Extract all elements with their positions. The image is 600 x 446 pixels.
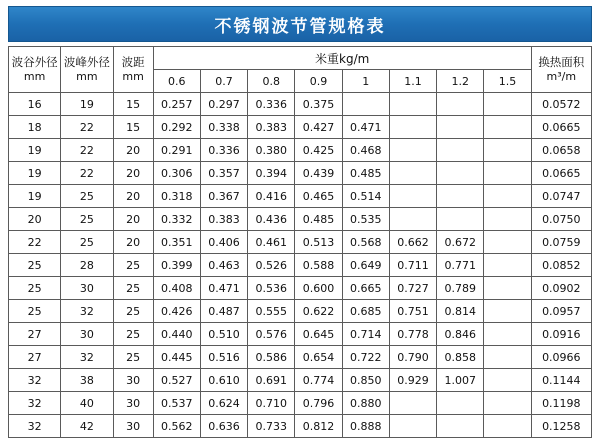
cell-pitch: 25 <box>113 277 153 300</box>
cell-weight-5 <box>389 415 436 438</box>
cell-weight-4: 0.888 <box>342 415 389 438</box>
cell-pitch: 25 <box>113 323 153 346</box>
cell-weight-4 <box>342 93 389 116</box>
cell-valley-diameter: 25 <box>9 254 61 277</box>
column-header-weight-group: 米重kg/m <box>153 47 531 70</box>
cell-weight-2: 0.710 <box>248 392 295 415</box>
cell-weight-4: 0.880 <box>342 392 389 415</box>
cell-heat-area: 0.0750 <box>531 208 591 231</box>
cell-peak-diameter: 30 <box>61 323 113 346</box>
cell-weight-6 <box>437 139 484 162</box>
cell-weight-0: 0.318 <box>153 185 200 208</box>
cell-valley-diameter: 32 <box>9 415 61 438</box>
cell-weight-5: 0.662 <box>389 231 436 254</box>
column-header-peak-diameter <box>61 47 113 93</box>
cell-weight-7 <box>484 162 531 185</box>
cell-weight-3: 0.654 <box>295 346 342 369</box>
cell-peak-diameter: 38 <box>61 369 113 392</box>
cell-weight-6 <box>437 392 484 415</box>
cell-weight-3: 0.645 <box>295 323 342 346</box>
cell-valley-diameter: 19 <box>9 162 61 185</box>
table-body <box>9 93 592 438</box>
cell-pitch: 20 <box>113 185 153 208</box>
cell-valley-diameter: 20 <box>9 208 61 231</box>
table-head <box>9 47 592 93</box>
cell-weight-5: 0.778 <box>389 323 436 346</box>
table-row <box>9 415 592 438</box>
cell-weight-2: 0.555 <box>248 300 295 323</box>
cell-weight-2: 0.416 <box>248 185 295 208</box>
cell-weight-7 <box>484 392 531 415</box>
cell-valley-diameter: 32 <box>9 392 61 415</box>
valley-diameter-unit: mm <box>23 69 46 83</box>
cell-weight-5: 0.751 <box>389 300 436 323</box>
table-row <box>9 254 592 277</box>
cell-weight-0: 0.306 <box>153 162 200 185</box>
table-row <box>9 231 592 254</box>
pitch-label: 波距 <box>121 55 145 70</box>
cell-weight-4: 0.722 <box>342 346 389 369</box>
cell-weight-1: 0.297 <box>200 93 247 116</box>
cell-weight-3: 0.425 <box>295 139 342 162</box>
cell-pitch: 25 <box>113 254 153 277</box>
cell-weight-5 <box>389 185 436 208</box>
cell-weight-2: 0.586 <box>248 346 295 369</box>
column-header-thickness-2: 0.8 <box>248 70 295 93</box>
cell-pitch: 15 <box>113 93 153 116</box>
cell-weight-1: 0.610 <box>200 369 247 392</box>
cell-weight-1: 0.383 <box>200 208 247 231</box>
cell-heat-area: 0.0852 <box>531 254 591 277</box>
cell-weight-6: 0.858 <box>437 346 484 369</box>
cell-heat-area: 0.0572 <box>531 93 591 116</box>
cell-weight-0: 0.426 <box>153 300 200 323</box>
table-row <box>9 162 592 185</box>
cell-weight-1: 0.357 <box>200 162 247 185</box>
cell-weight-7 <box>484 116 531 139</box>
cell-weight-5 <box>389 162 436 185</box>
cell-weight-2: 0.436 <box>248 208 295 231</box>
cell-weight-0: 0.257 <box>153 93 200 116</box>
cell-weight-6: 0.789 <box>437 277 484 300</box>
cell-weight-6 <box>437 93 484 116</box>
cell-peak-diameter: 40 <box>61 392 113 415</box>
cell-valley-diameter: 22 <box>9 231 61 254</box>
cell-weight-5: 0.711 <box>389 254 436 277</box>
cell-peak-diameter: 30 <box>61 277 113 300</box>
cell-weight-5 <box>389 116 436 139</box>
cell-heat-area: 0.0957 <box>531 300 591 323</box>
cell-weight-7 <box>484 93 531 116</box>
cell-weight-6: 0.814 <box>437 300 484 323</box>
spec-table <box>8 46 592 438</box>
cell-weight-6 <box>437 415 484 438</box>
cell-heat-area: 0.0665 <box>531 162 591 185</box>
cell-weight-0: 0.527 <box>153 369 200 392</box>
cell-valley-diameter: 18 <box>9 116 61 139</box>
cell-weight-2: 0.383 <box>248 116 295 139</box>
cell-heat-area: 0.1258 <box>531 415 591 438</box>
cell-weight-4: 0.485 <box>342 162 389 185</box>
table-row <box>9 185 592 208</box>
column-header-thickness-6: 1.2 <box>437 70 484 93</box>
cell-weight-1: 0.471 <box>200 277 247 300</box>
cell-pitch: 30 <box>113 369 153 392</box>
cell-weight-5: 0.790 <box>389 346 436 369</box>
cell-weight-3: 0.600 <box>295 277 342 300</box>
table-header-row-1 <box>9 47 592 70</box>
cell-weight-4: 0.568 <box>342 231 389 254</box>
cell-valley-diameter: 19 <box>9 139 61 162</box>
cell-weight-5 <box>389 208 436 231</box>
cell-weight-6 <box>437 185 484 208</box>
cell-weight-7 <box>484 139 531 162</box>
cell-weight-7 <box>484 254 531 277</box>
column-header-pitch <box>113 47 153 93</box>
cell-weight-1: 0.406 <box>200 231 247 254</box>
cell-valley-diameter: 16 <box>9 93 61 116</box>
cell-heat-area: 0.0916 <box>531 323 591 346</box>
cell-weight-4: 0.514 <box>342 185 389 208</box>
heat-area-unit: m³/m <box>546 69 577 83</box>
cell-weight-7 <box>484 231 531 254</box>
cell-weight-5 <box>389 139 436 162</box>
cell-weight-4: 0.714 <box>342 323 389 346</box>
table-row <box>9 139 592 162</box>
table-row <box>9 346 592 369</box>
cell-weight-4: 0.471 <box>342 116 389 139</box>
cell-weight-6: 0.672 <box>437 231 484 254</box>
cell-heat-area: 0.0665 <box>531 116 591 139</box>
cell-weight-0: 0.537 <box>153 392 200 415</box>
cell-weight-5 <box>389 93 436 116</box>
cell-weight-2: 0.336 <box>248 93 295 116</box>
cell-weight-1: 0.367 <box>200 185 247 208</box>
cell-weight-3: 0.588 <box>295 254 342 277</box>
table-row <box>9 93 592 116</box>
table-row <box>9 300 592 323</box>
cell-weight-3: 0.485 <box>295 208 342 231</box>
cell-pitch: 25 <box>113 346 153 369</box>
cell-weight-4: 0.850 <box>342 369 389 392</box>
cell-pitch: 15 <box>113 116 153 139</box>
cell-weight-3: 0.812 <box>295 415 342 438</box>
cell-peak-diameter: 42 <box>61 415 113 438</box>
cell-weight-2: 0.536 <box>248 277 295 300</box>
cell-weight-0: 0.440 <box>153 323 200 346</box>
cell-weight-2: 0.461 <box>248 231 295 254</box>
cell-valley-diameter: 25 <box>9 277 61 300</box>
cell-heat-area: 0.0902 <box>531 277 591 300</box>
cell-weight-4: 0.468 <box>342 139 389 162</box>
cell-valley-diameter: 32 <box>9 369 61 392</box>
cell-weight-7 <box>484 346 531 369</box>
cell-weight-7 <box>484 185 531 208</box>
cell-peak-diameter: 28 <box>61 254 113 277</box>
cell-heat-area: 0.1144 <box>531 369 591 392</box>
cell-weight-3: 0.439 <box>295 162 342 185</box>
cell-peak-diameter: 22 <box>61 139 113 162</box>
cell-weight-0: 0.332 <box>153 208 200 231</box>
cell-weight-3: 0.465 <box>295 185 342 208</box>
cell-weight-3: 0.375 <box>295 93 342 116</box>
column-header-thickness-7: 1.5 <box>484 70 531 93</box>
page-title: 不锈钢波节管规格表 <box>214 16 386 37</box>
table-row <box>9 277 592 300</box>
valley-diameter-label: 波谷外径 <box>11 55 58 70</box>
cell-valley-diameter: 19 <box>9 185 61 208</box>
cell-pitch: 20 <box>113 231 153 254</box>
column-header-thickness-5: 1.1 <box>389 70 436 93</box>
cell-weight-2: 0.526 <box>248 254 295 277</box>
cell-peak-diameter: 22 <box>61 162 113 185</box>
column-header-thickness-4: 1 <box>342 70 389 93</box>
cell-peak-diameter: 19 <box>61 93 113 116</box>
cell-valley-diameter: 27 <box>9 323 61 346</box>
cell-peak-diameter: 25 <box>61 208 113 231</box>
cell-weight-1: 0.624 <box>200 392 247 415</box>
cell-weight-4: 0.535 <box>342 208 389 231</box>
cell-pitch: 25 <box>113 300 153 323</box>
cell-weight-7 <box>484 323 531 346</box>
table-row <box>9 116 592 139</box>
cell-weight-6: 0.846 <box>437 323 484 346</box>
cell-heat-area: 0.0759 <box>531 231 591 254</box>
cell-weight-1: 0.336 <box>200 139 247 162</box>
cell-valley-diameter: 25 <box>9 300 61 323</box>
cell-valley-diameter: 27 <box>9 346 61 369</box>
cell-peak-diameter: 32 <box>61 346 113 369</box>
cell-weight-5: 0.929 <box>389 369 436 392</box>
column-header-thickness-3: 0.9 <box>295 70 342 93</box>
heat-area-label: 换热面积 <box>538 55 585 70</box>
cell-weight-1: 0.338 <box>200 116 247 139</box>
cell-weight-1: 0.510 <box>200 323 247 346</box>
document-title-bar <box>8 6 592 42</box>
cell-heat-area: 0.0966 <box>531 346 591 369</box>
cell-weight-1: 0.636 <box>200 415 247 438</box>
cell-pitch: 20 <box>113 208 153 231</box>
cell-weight-2: 0.691 <box>248 369 295 392</box>
cell-weight-6 <box>437 116 484 139</box>
cell-weight-4: 0.665 <box>342 277 389 300</box>
cell-weight-3: 0.622 <box>295 300 342 323</box>
cell-weight-1: 0.516 <box>200 346 247 369</box>
cell-peak-diameter: 22 <box>61 116 113 139</box>
cell-heat-area: 0.0747 <box>531 185 591 208</box>
cell-weight-6 <box>437 208 484 231</box>
cell-peak-diameter: 25 <box>61 231 113 254</box>
cell-weight-3: 0.513 <box>295 231 342 254</box>
cell-weight-6: 0.771 <box>437 254 484 277</box>
peak-diameter-unit: mm <box>76 69 98 83</box>
cell-weight-7 <box>484 277 531 300</box>
cell-weight-6: 1.007 <box>437 369 484 392</box>
cell-weight-4: 0.685 <box>342 300 389 323</box>
spec-sheet <box>0 6 600 446</box>
table-row <box>9 392 592 415</box>
cell-weight-0: 0.292 <box>153 116 200 139</box>
peak-diameter-label: 波峰外径 <box>63 55 110 70</box>
cell-weight-0: 0.408 <box>153 277 200 300</box>
cell-weight-4: 0.649 <box>342 254 389 277</box>
cell-weight-7 <box>484 208 531 231</box>
cell-pitch: 30 <box>113 415 153 438</box>
cell-weight-6 <box>437 162 484 185</box>
column-header-thickness-1: 0.7 <box>200 70 247 93</box>
cell-heat-area: 0.1198 <box>531 392 591 415</box>
cell-weight-0: 0.399 <box>153 254 200 277</box>
cell-weight-7 <box>484 300 531 323</box>
cell-pitch: 20 <box>113 162 153 185</box>
table-row <box>9 208 592 231</box>
column-header-heat-area <box>531 47 591 93</box>
cell-weight-0: 0.445 <box>153 346 200 369</box>
cell-weight-3: 0.796 <box>295 392 342 415</box>
table-row <box>9 323 592 346</box>
cell-weight-2: 0.380 <box>248 139 295 162</box>
cell-weight-0: 0.351 <box>153 231 200 254</box>
cell-weight-1: 0.463 <box>200 254 247 277</box>
cell-pitch: 20 <box>113 139 153 162</box>
table-row <box>9 369 592 392</box>
cell-peak-diameter: 25 <box>61 185 113 208</box>
cell-heat-area: 0.0658 <box>531 139 591 162</box>
cell-weight-5: 0.727 <box>389 277 436 300</box>
cell-weight-2: 0.733 <box>248 415 295 438</box>
cell-weight-7 <box>484 369 531 392</box>
cell-peak-diameter: 32 <box>61 300 113 323</box>
cell-weight-0: 0.562 <box>153 415 200 438</box>
cell-pitch: 30 <box>113 392 153 415</box>
pitch-unit: mm <box>122 69 144 83</box>
cell-weight-1: 0.487 <box>200 300 247 323</box>
cell-weight-3: 0.427 <box>295 116 342 139</box>
cell-weight-0: 0.291 <box>153 139 200 162</box>
cell-weight-5 <box>389 392 436 415</box>
cell-weight-2: 0.394 <box>248 162 295 185</box>
column-header-valley-diameter <box>9 47 61 93</box>
column-header-thickness-0: 0.6 <box>153 70 200 93</box>
cell-weight-3: 0.774 <box>295 369 342 392</box>
cell-weight-7 <box>484 415 531 438</box>
cell-weight-2: 0.576 <box>248 323 295 346</box>
